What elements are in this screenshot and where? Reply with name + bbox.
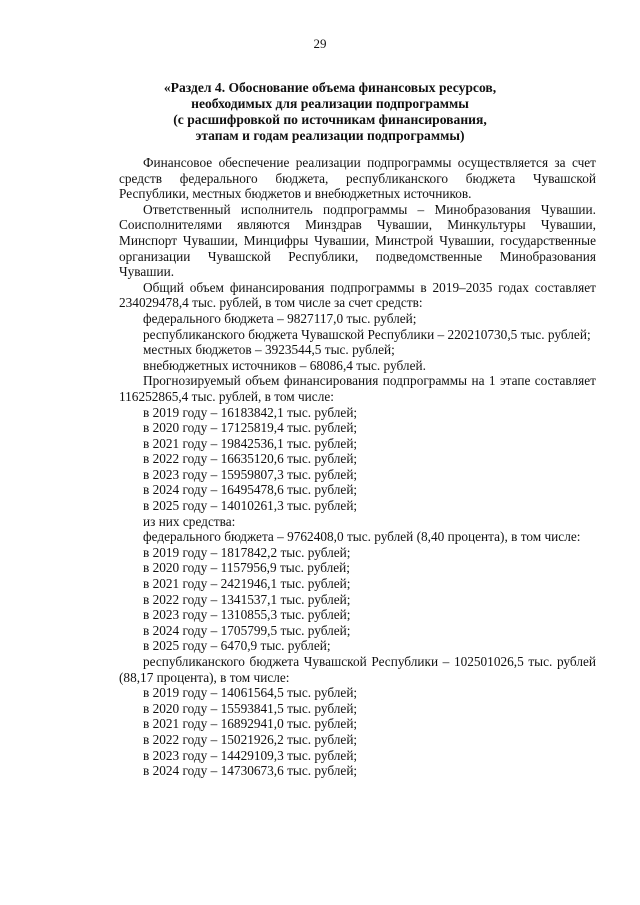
list-item: в 2022 году – 16635120,6 тыс. рублей; [143, 451, 358, 467]
republic-stage1: республиканского бюджета Чувашской Республики – 102501026,5 тыс. рублей (88,17 процента), в том числе: [119, 654, 596, 685]
list-item: в 2020 году – 15593841,5 тыс. рублей; [143, 700, 358, 716]
stage1-years-list [119, 405, 596, 514]
heading-line: (с расшифровкой по источникам финансирования, [173, 112, 487, 127]
list-item: в 2024 году – 1705799,5 тыс. рублей; [143, 622, 351, 638]
paragraph-stage1-volume: Прогнозируемый объем финансирования подпрограммы на 1 этапе составляет 116252865,4 тыс. рублей, в том числе: [119, 373, 596, 404]
document-body [119, 155, 596, 779]
of-them-label: из них средства: [143, 513, 236, 529]
source-local: местных бюджетов – 3923544,5 тыс. рублей; [143, 342, 395, 358]
source-extrabudgetary: внебюджетных источников – 68086,4 тыс. рублей. [143, 357, 426, 373]
paragraph-executors: Ответственный исполнитель подпрограммы – Минобразования Чувашии. Соисполнителями являются Минздрав Чувашии, Минкультуры Чувашии, Минспорт Чувашии, Минцифры Чувашии, Минстрой Чувашии, государственные организации Чувашской Республики, подведомственные Минобразования Чувашии. [119, 201, 596, 280]
federal-stage1: федерального бюджета – 9762408,0 тыс. рублей (8,40 процента), в том числе: [143, 529, 581, 545]
list-item: в 2023 году – 14429109,3 тыс. рублей; [143, 747, 358, 763]
source-federal: федерального бюджета – 9827117,0 тыс. рублей; [143, 310, 417, 326]
list-item: в 2023 году – 1310855,3 тыс. рублей; [143, 607, 351, 623]
republic-years-list [119, 685, 596, 779]
list-item: в 2023 году – 15959807,3 тыс. рублей; [143, 466, 358, 482]
paragraph-financing-sources: Финансовое обеспечение реализации подпрограммы осуществляется за счет средств федерального бюджета, республиканского бюджета Чувашской Республики, местных бюджетов и внебюджетных источников. [119, 155, 596, 202]
list-item: в 2020 году – 17125819,4 тыс. рублей; [143, 420, 358, 436]
list-item: в 2022 году – 15021926,2 тыс. рублей; [143, 731, 358, 747]
federal-years-list [119, 545, 596, 654]
paragraph-total-volume: Общий объем финансирования подпрограммы в 2019–2035 годах составляет 234029478,4 тыс. рублей, в том числе за счет средств: [119, 279, 596, 311]
list-item: в 2022 году – 1341537,1 тыс. рублей; [143, 591, 351, 607]
list-item: в 2021 году – 16892941,0 тыс. рублей; [143, 716, 358, 732]
list-item: в 2019 году – 1817842,2 тыс. рублей; [143, 544, 351, 560]
list-item: в 2024 году – 16495478,6 тыс. рублей; [143, 482, 358, 498]
section-heading [140, 80, 520, 144]
page-number: 29 [313, 36, 327, 51]
list-item: в 2021 году – 19842536,1 тыс. рублей; [143, 435, 358, 451]
list-item: в 2025 году – 6470,9 тыс. рублей; [143, 638, 331, 654]
heading-line: необходимых для реализации подпрограммы [191, 96, 469, 111]
list-item: в 2024 году – 14730673,6 тыс. рублей; [143, 763, 358, 779]
heading-line: этапам и годам реализации подпрограммы) [195, 128, 465, 143]
list-item: в 2021 году – 2421946,1 тыс. рублей; [143, 576, 351, 592]
heading-line: «Раздел 4. Обоснование объема финансовых ресурсов, [163, 80, 497, 95]
list-item: в 2025 году – 14010261,3 тыс. рублей; [143, 498, 358, 514]
list-item: в 2019 году – 16183842,1 тыс. рублей; [143, 404, 358, 420]
list-item: в 2019 году – 14061564,5 тыс. рублей; [143, 685, 358, 701]
list-item: в 2020 году – 1157956,9 тыс. рублей; [143, 560, 350, 576]
source-republic: республиканского бюджета Чувашской Республики – 220210730,5 тыс. рублей; [143, 326, 591, 342]
